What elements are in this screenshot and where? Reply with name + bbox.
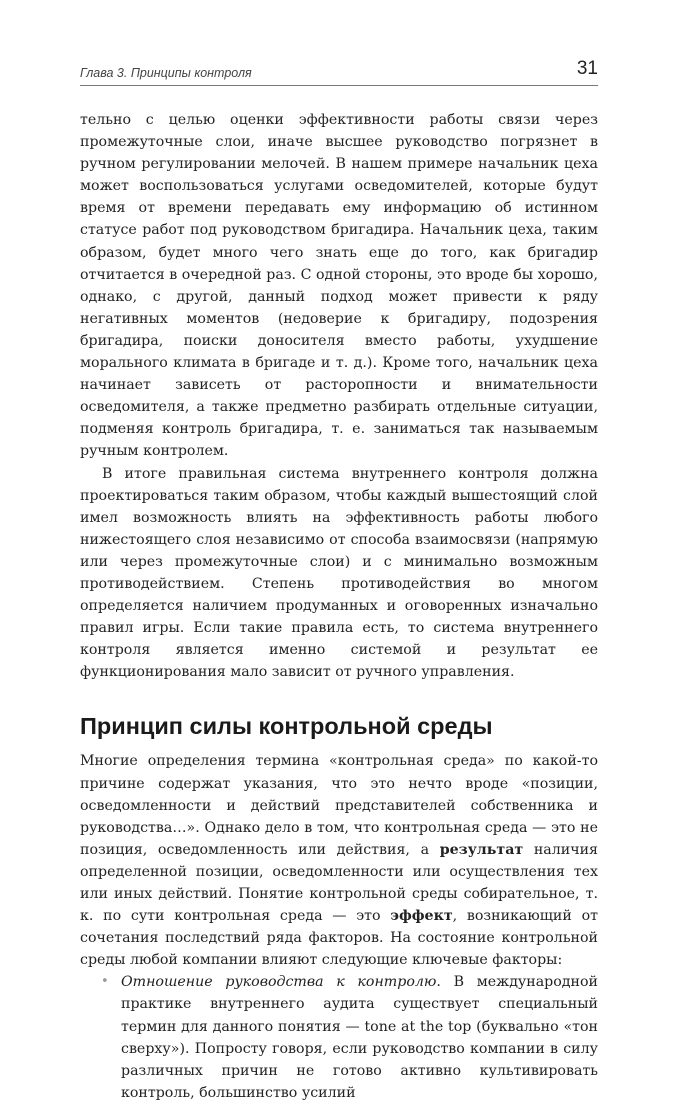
text-run: наличия определенной позиции, осведомленности или осуществления тех или иных действий. Понятие контрольной среды собирательное, т. к. по сути контрольная среда — это [80, 841, 598, 925]
paragraph-continued: тельно с целью оценки эффективности работы связи через промежуточные слои, иначе высшее руководство погрязнет в ручном регулировании мелочей. В нашем примере начальник цеха может воспользоваться услугами осведомителей, которые будут время от времени передавать ему информацию об истинном статусе работ под руководством бригадира. Начальник цеха, таким образом, будет много чего знать еще до того, как бригадир отчитается в очередной раз. С одной стороны, это вроде бы хорошо, однако, с другой, данный подход может привести к ряду негативных моментов (недоверие к бригадиру, подозрения бригадира, поиски доносителя вместо работы, ухудшение морального климата в бригаде и т. д.). Кроме того, начальник цеха начинает зависеть от расторопности и внимательности осведомителя, а также предметно разбирать отдельные ситуации, подменяя контроль бригадира, т. е. заниматься так называемым ручным контролем. [80, 112, 598, 460]
factor-list [80, 971, 598, 1104]
text-run: Многие определения термина «контрольная среда» по какой-то причине содержат указания, что это нечто вроде «позиции, осведомленности и действий представителей собственника и руководства…». Однако дело в том, что контрольная среда — это не позиция, осведомленность или действия, а [80, 753, 598, 858]
section-heading: Принцип силы контрольной среды [80, 713, 493, 740]
chapter-title: Глава 3. Принципы контроля [80, 66, 252, 80]
list-item [80, 971, 598, 1104]
page-number: 31 [576, 58, 598, 79]
bold-term-effect: эффект [390, 908, 453, 925]
paragraph-control-environment [80, 750, 598, 971]
italic-factor-name: Отношение руководства к контролю [121, 974, 437, 991]
running-header [80, 58, 598, 84]
header-rule [80, 85, 598, 86]
bullet-dot-icon: • [101, 974, 109, 990]
paragraph: В итоге правильная система внутреннего контроля должна проектироваться таким образом, чтобы каждый вышестоящий слой имел возможность влиять на эффективность работы любого нижестоящего слоя независимо от способа взаимосвязи (напрямую или через промежуточные слои) и с минимально возможным противодействием. Степень противодействия во многом определяется наличием продуманных и оговоренных изначально правил игры. Если такие правила есть, то система внутреннего контроля является именно системой и результат ее функционирования мало зависит от ручного управления. [80, 465, 598, 681]
list-item-text: . В международной практике внутреннего аудита существует специальный термин для данного понятия — tone at the top (буквально «тон сверху»). Попросту говоря, если руководство компании в силу различных причин не готово активно культивировать контроль, большинство усилий [121, 974, 598, 1101]
bold-term-result: результат [439, 841, 524, 858]
body-text [80, 109, 598, 1104]
text-run: , возникающий от сочетания последствий ряда факторов. На состояние контрольной среды любой компании влияют следующие ключевые факторы: [80, 908, 598, 969]
